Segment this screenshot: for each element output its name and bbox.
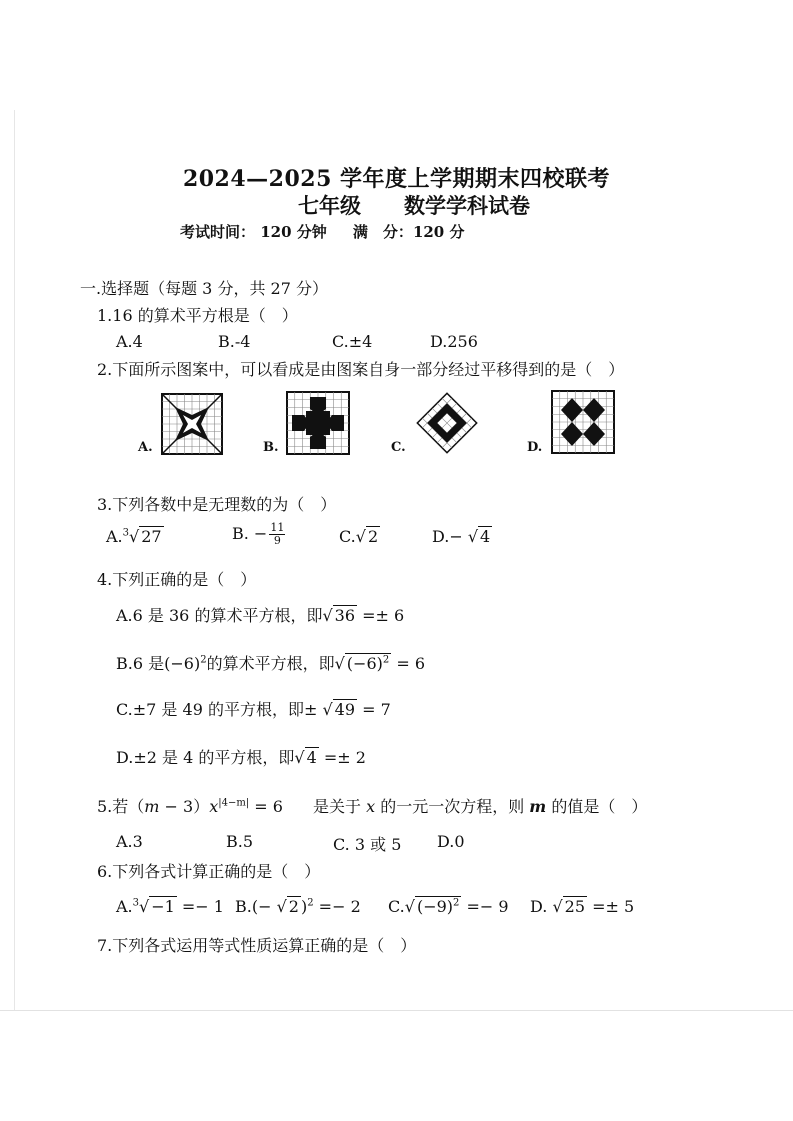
subject-label: 数学学科试卷: [404, 193, 530, 218]
q2-label-d: D.: [527, 440, 543, 455]
q3-a-prefix: A.: [106, 527, 123, 546]
q5-equals: = 6: [249, 797, 283, 816]
q4-a-tail: =± 6: [357, 606, 405, 625]
q6-d-tail: =± 5: [587, 897, 635, 916]
q4-b-mid: 的算术平方根，即: [206, 654, 335, 673]
score-label: 满 分：: [352, 223, 413, 241]
q3-c-radicand: 2: [367, 527, 379, 546]
grade-label: 七年级: [298, 193, 361, 218]
q5-tail-3: 的值是（ ）: [546, 797, 648, 816]
section-heading: 一.选择题（每题 3 分，共 27 分）: [80, 279, 328, 298]
q5-tail-m: m: [529, 797, 547, 816]
q6-c-tail: =− 9: [461, 897, 509, 916]
q5-option-d: D.0: [437, 832, 465, 851]
q6-a-tail: =− 1: [176, 897, 224, 916]
q6-c-exp: 2: [453, 897, 460, 909]
q5-tail-x: x: [366, 797, 376, 816]
q4-b-root: [345, 653, 391, 673]
q1-option-d: D.256: [430, 332, 478, 351]
q3-option-a: A.$^3$√ 27: [106, 527, 162, 546]
q4-c-tail: = 7: [357, 700, 391, 719]
q4-b-base: (−6): [164, 654, 201, 673]
q6-option-d: D. √ 25 =± 5: [530, 897, 635, 916]
score-value: 120 分: [412, 223, 465, 241]
q4-b-rexp: 2: [382, 654, 390, 666]
q6-d-prefix: D.: [530, 897, 553, 916]
q5-option-b: B.5: [226, 832, 254, 851]
q5-var-m: m: [144, 797, 160, 816]
q6-option-c: C.√ $(-9)^2 =- 9$: [388, 897, 509, 916]
question-4-stem: 4.下列正确的是（ ）: [97, 570, 257, 589]
page-edge: [14, 110, 15, 1010]
q6-b-open: (−: [251, 897, 277, 916]
q3-a-radicand: 27: [141, 527, 162, 546]
q5-option-c: C. 3 或 5: [333, 835, 402, 854]
q6-b-exp: 2: [307, 897, 314, 909]
hourglass-grid-icon: [161, 393, 223, 455]
q4-a-radicand: 36: [334, 606, 356, 625]
exam-time-label: 考试时间：: [180, 223, 256, 241]
q4-c-text: C.±7 是 49 的平方根，即±: [116, 700, 323, 719]
q3-b-fraction: [269, 522, 285, 547]
q3-c-prefix: C.: [339, 527, 356, 546]
q6-a-prefix: A.: [116, 897, 133, 916]
q6-a-radicand: −1: [151, 897, 175, 916]
q4-d-text: D.±2 是 4 的平方根，即: [116, 748, 295, 767]
rotated-square-grid-icon: [414, 390, 480, 456]
question-1-stem: 1.16 的算术平方根是（ ）: [97, 306, 298, 325]
question-7-stem: 7.下列各式运用等式性质运算正确的是（ ）: [97, 936, 417, 955]
exam-title: 2024—2025 学年度上学期期末四校联考: [182, 166, 611, 192]
q4-option-a: A.6 是 36 的算术平方根，即√ 36 =± 6: [116, 606, 405, 625]
four-diamonds-grid-icon: [551, 390, 615, 454]
q4-option-b: B.6 是$(-6)^2$的算术平方根，即√ $(-6)^2 = 6$: [116, 654, 426, 673]
q6-d-radicand: 25: [564, 897, 585, 916]
q3-option-c: C.√ 2: [339, 527, 379, 546]
q3-a-index: 3: [122, 527, 130, 539]
q6-b-radicand: 2: [288, 897, 299, 916]
q1-option-b: B.-4: [218, 332, 251, 351]
q5-var-x: x: [209, 797, 219, 816]
q6-b-prefix: B.: [235, 897, 252, 916]
q4-option-c: C.±7 是 49 的平方根，即± √ 49 = 7: [116, 700, 391, 719]
q5-prefix: 5.若（: [97, 797, 145, 816]
q6-b-close: ): [300, 897, 308, 916]
q2-label-a: A.: [138, 440, 153, 455]
q6-option-b: B.(− √ 2 )$^2$ =− 2: [235, 897, 361, 916]
q4-c-radicand: 49: [334, 700, 356, 719]
page-edge-bottom: [0, 1010, 793, 1011]
q4-b-tail: = 6: [391, 654, 426, 673]
q4-b-exp: 2: [200, 654, 207, 666]
question-2-stem: 2.下面所示图案中，可以看成是由图案自身一部分经过平移得到的是（ ）: [97, 360, 625, 379]
q3-option-d: D.− √ 4: [432, 527, 491, 546]
q1-option-c: C.±4: [332, 332, 373, 351]
q4-b-radicand: (−6): [346, 654, 383, 673]
exam-time: 120 分钟: [260, 223, 327, 241]
q4-option-d: D.±2 是 4 的平方根，即√ 4 =± 2: [116, 748, 366, 767]
q3-b-numerator: 11: [270, 521, 285, 534]
q1-option-a: A.4: [116, 332, 143, 351]
question-3-stem: 3.下列各数中是无理数的为（ ）: [97, 495, 337, 514]
q5-tail-2: 的一元一次方程，则: [375, 797, 530, 816]
question-6-stem: 6.下列各式计算正确的是（ ）: [97, 862, 321, 881]
q4-d-tail: =± 2: [318, 748, 366, 767]
q5-mid: − 3）: [159, 797, 210, 816]
q3-option-b: [232, 522, 287, 547]
q6-b-tail: =− 2: [313, 897, 361, 916]
q6-a-index: 3: [132, 897, 140, 909]
q5-tail-1: 是关于: [312, 797, 367, 816]
q5-exponent: |4−m|: [218, 797, 250, 809]
q3-b-prefix: B. −: [232, 524, 268, 543]
q4-b-text: B.6 是: [116, 654, 165, 673]
cross-grid-icon: [286, 391, 350, 455]
q4-d-radicand: 4: [306, 748, 317, 767]
q3-d-radicand: 4: [480, 527, 491, 546]
q2-label-b: B.: [263, 440, 279, 455]
q4-a-text: A.6 是 36 的算术平方根，即: [116, 606, 323, 625]
q6-c-radicand: (−9): [416, 897, 454, 916]
q2-label-c: C.: [391, 440, 406, 455]
q3-b-denominator: 9: [273, 534, 281, 547]
q6-option-a: A.$^3$√ −1 =− 1: [116, 897, 224, 916]
q3-d-prefix: D.−: [432, 527, 463, 546]
exam-meta: [180, 221, 464, 242]
question-5-stem: [97, 794, 647, 817]
q6-c-prefix: C.: [388, 897, 405, 916]
q6-c-root: [415, 896, 461, 916]
q5-option-a: A.3: [116, 832, 143, 851]
